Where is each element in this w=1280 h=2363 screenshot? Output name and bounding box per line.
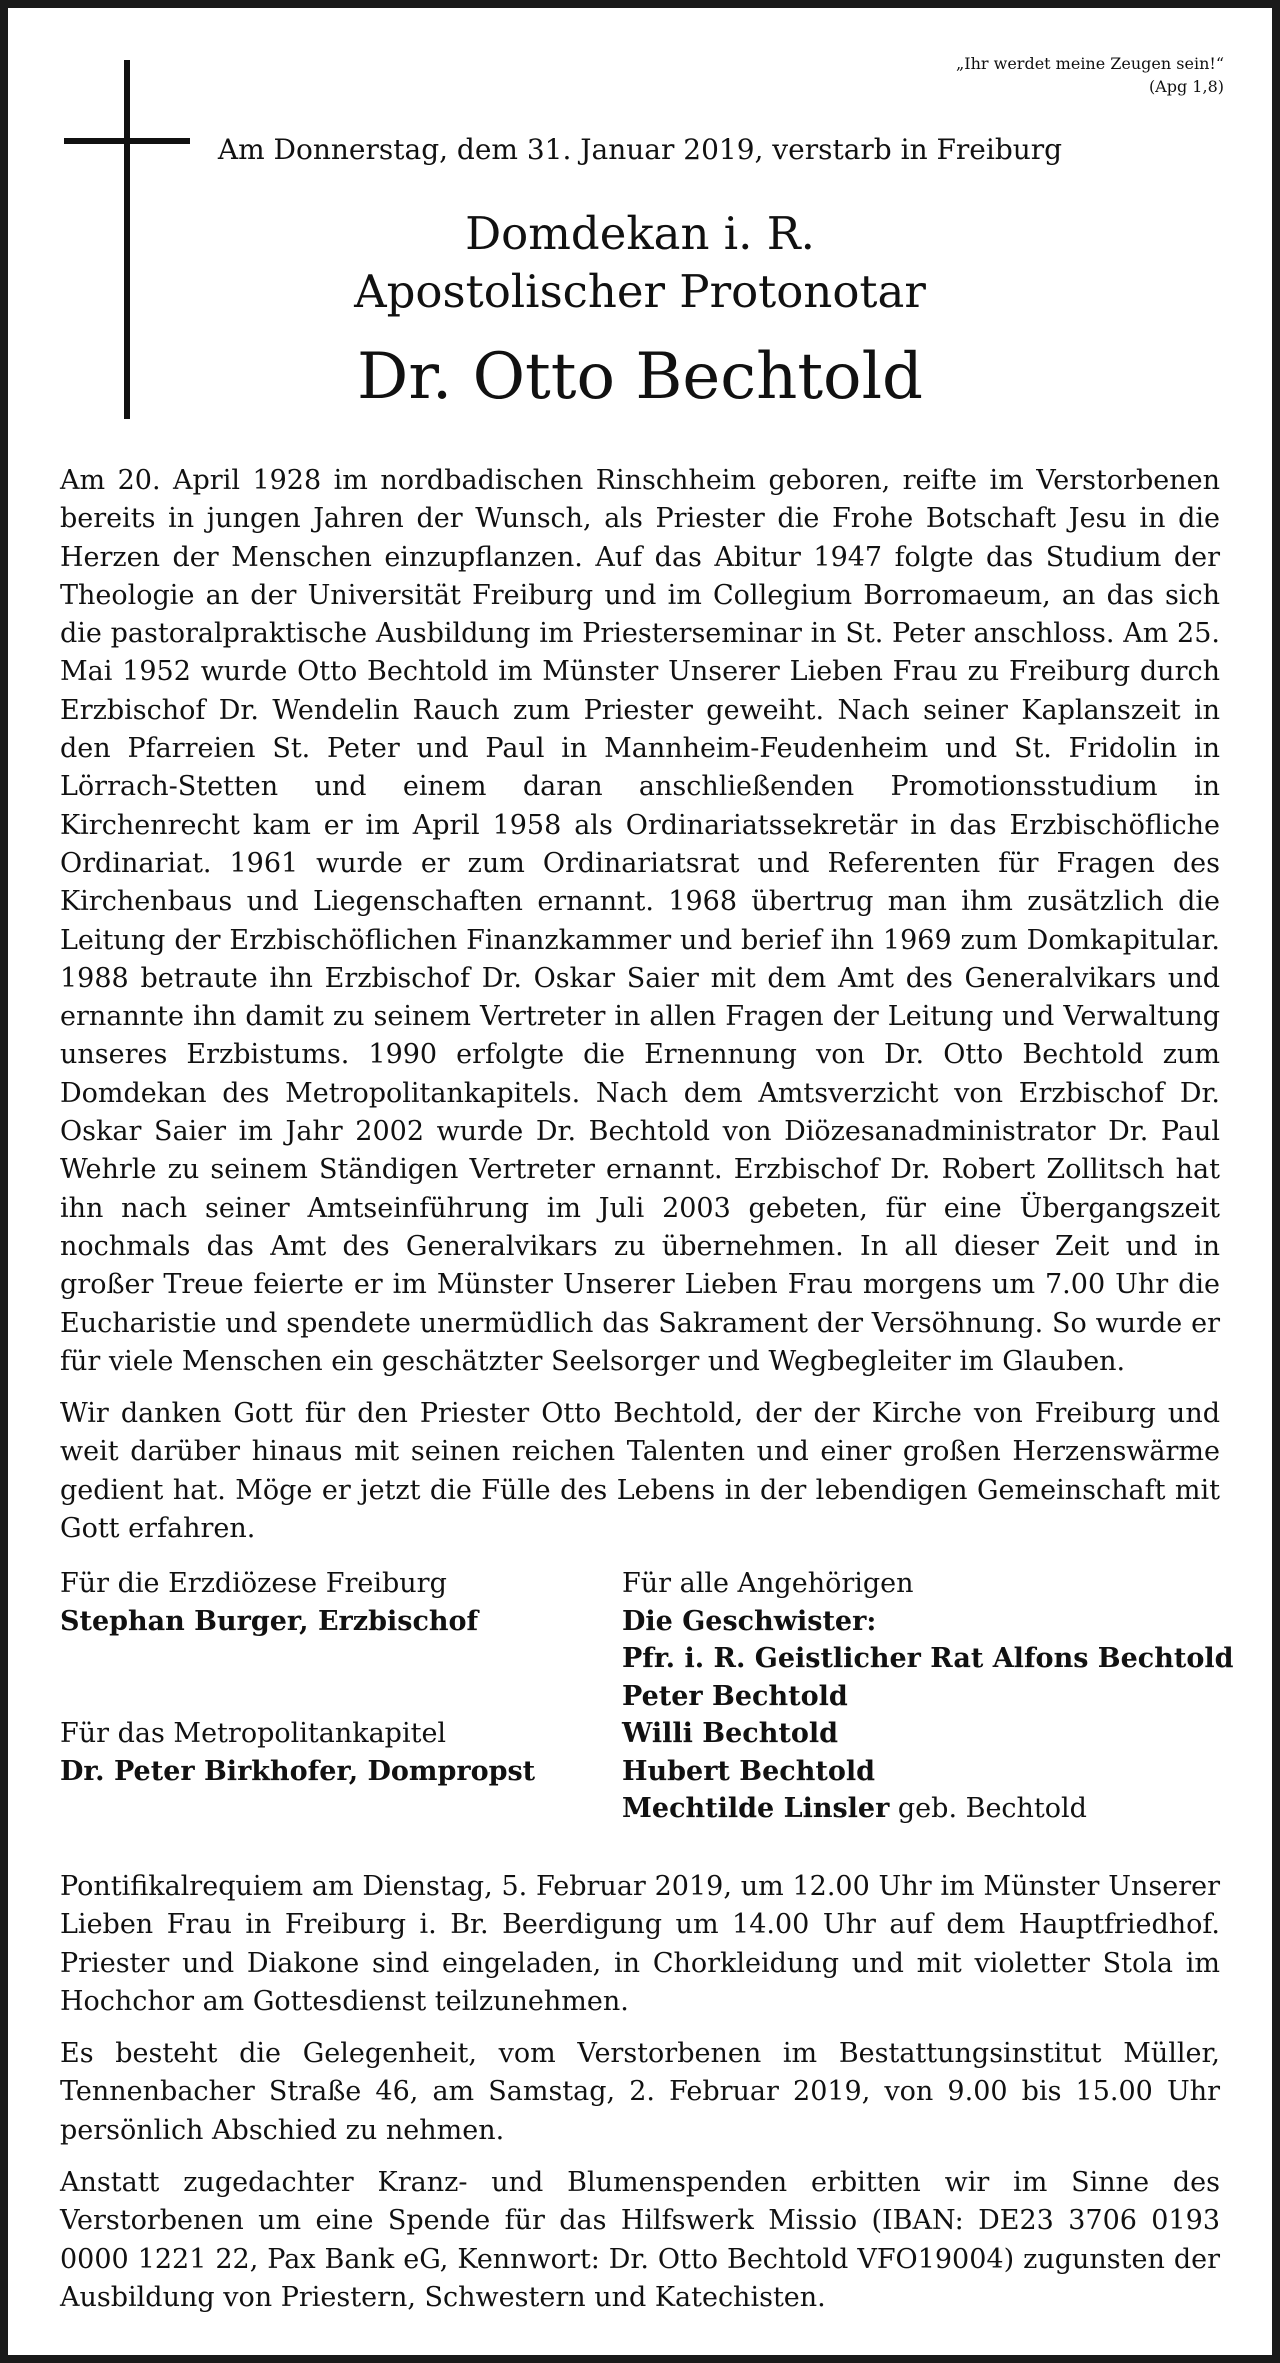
signature-label: Für alle Angehörigen <box>622 1568 914 1599</box>
bible-motto <box>956 52 1224 98</box>
sibling-name: Pfr. i. R. Geistlicher Rat Alfons Bechtold <box>622 1643 1234 1674</box>
sibling-name: Hubert Bechtold <box>622 1755 875 1787</box>
motto-source: (Apg 1,8) <box>1148 77 1224 96</box>
signature-label: Für die Erzdiözese Freiburg <box>60 1568 447 1599</box>
motto-quote: „Ihr werdet meine Zeugen sein!“ <box>955 54 1224 73</box>
main-text <box>60 462 1220 1562</box>
thanks-paragraph: Wir danken Gott für den Priester Otto Bechtold, der der Kirche von Freiburg und weit darüber hinaus mit seinen reichen Talenten und einer großen Herzenswärme gedient hat. Möge er jetzt die Fülle des Lebens in der lebendigen Gemeinschaft mit Gott erfahren. <box>60 1398 1220 1545</box>
signature-label: Für das Metropolitankapitel <box>60 1718 447 1749</box>
signature-name: Dr. Peter Birkhofer, Dompropst <box>60 1755 536 1787</box>
title-line-1: Domdekan i. R. <box>465 207 815 260</box>
sibling-name: Mechtilde Linsler <box>622 1793 890 1824</box>
signatures-left <box>60 1565 600 1790</box>
farewell-paragraph: Es besteht die Gelegenheit, vom Verstorbenen im Bestattungsinstitut Müller, Tennenbacher Straße 46, am Samstag, 2. Februar 2019, von 9.00 bis 15.00 Uhr persönlich Abschied zu nehmen. <box>60 2038 1220 2146</box>
signatures-right <box>622 1565 1272 1828</box>
obituary-notice <box>8 8 1272 2355</box>
death-announcement: Am Donnerstag, dem 31. Januar 2019, verstarb in Freiburg <box>217 133 1063 166</box>
requiem-paragraph: Pontifikalrequiem am Dienstag, 5. Februar 2019, um 12.00 Uhr im Münster Unserer Lieben Frau in Freiburg i. Br. Beerdigung um 14.00 Uhr auf dem Hauptfriedhof. Priester und Diakone sind eingeladen, in Chorkleidung und mit violetter Stola im Hochchor am Gottesdienst teilzunehmen. <box>60 1871 1220 2017</box>
sibling-name-last <box>622 1790 1272 1828</box>
sibling-name: Peter Bechtold <box>622 1680 848 1712</box>
biography-paragraph: Am 20. April 1928 im nordbadischen Rinschheim geboren, reifte im Verstorbenen bereits in jungen Jahren der Wunsch, als Priester die Frohe Botschaft Jesu in die Herzen der Menschen einzupflanzen. Auf das Abitur 1947 folgte das Studium der Theologie an der Universität Freiburg und im Collegium Borromaeum, an das sich die pastoralpraktische Ausbildung im Priesterseminar in St. Peter anschloss. Am 25. Mai 1952 wurde Otto Bechtold im Münster Unserer Lieben Frau zu Freiburg durch Erzbischof Dr. Wendelin Rauch zum Priester geweiht. Nach seiner Kaplanszeit in den Pfarreien St. Peter und Paul in Mannheim-Feudenheim und St. Fridolin in Lörrach-Stetten und einem daran anschließenden Promotionsstudium in Kirchenrecht kam er im April 1958 als Ordinariatssekretär in das Erzbischöfliche Ordinariat. 1961 wurde er zum Ordinariatsrat und Referenten für Fragen des Kirchenbaus und Liegenschaften ernannt. 1968 übertrug man ihm zusätzlich die Leitung der Erzbischöflichen Finanzkammer und berief ihn 1969 zum Domkapitular. 1988 betraute ihn Erzbischof Dr. Oskar Saier mit dem Amt des Generalvikars und ernannte ihn damit zu seinem Vertreter in allen Fragen der Leitung und Verwaltung unseres Erzbistums. 1990 erfolgte die Ernennung von Dr. Otto Bechtold zum Domdekan des Metropolitankapitels. Nach dem Amtsverzicht von Erzbischof Dr. Oskar Saier im Jahr 2002 wurde Dr. Bechtold von Diözesanadministrator Dr. Paul Wehrle zu seinem Ständigen Vertreter ernannt. Erzbischof Dr. Robert Zollitsch hat ihn nach seiner Amtseinführung im Juli 2003 gebeten, für eine Übergangszeit nochmals das Amt des Generalvikars zu übernehmen. In all dieser Zeit und in großer Treue feierte er im Münster Unserer Lieben Frau morgens um 7.00 Uhr die Eucharistie und spendete unermüdlich das Sakrament der Versöhnung. So wurde er für viele Menschen ein geschätzter Seelsorger und Wegbegleiter im Glauben. <box>60 465 1220 1377</box>
donation-paragraph: Anstatt zugedachter Kranz- und Blumenspenden erbitten wir im Sinne des Verstorbenen um eine Spende für das Hilfswerk Missio (IBAN: DE23 3706 0193 0000 1221 22, Pax Bank eG, Kennwort: Dr. Otto Bechtold VFO19004) zugunsten der Ausbildung von Priestern, Schwestern und Katechisten. <box>60 2167 1220 2313</box>
title-line-2: Apostolischer Protonotar <box>354 265 926 318</box>
signature-name: Stephan Burger, Erzbischof <box>60 1605 479 1637</box>
service-info <box>60 1868 1220 2331</box>
deceased-name: Dr. Otto Bechtold <box>357 340 923 414</box>
siblings-heading: Die Geschwister: <box>622 1605 877 1637</box>
sibling-name-suffix: geb. Bechtold <box>889 1793 1087 1824</box>
sibling-name: Willi Bechtold <box>622 1718 838 1749</box>
